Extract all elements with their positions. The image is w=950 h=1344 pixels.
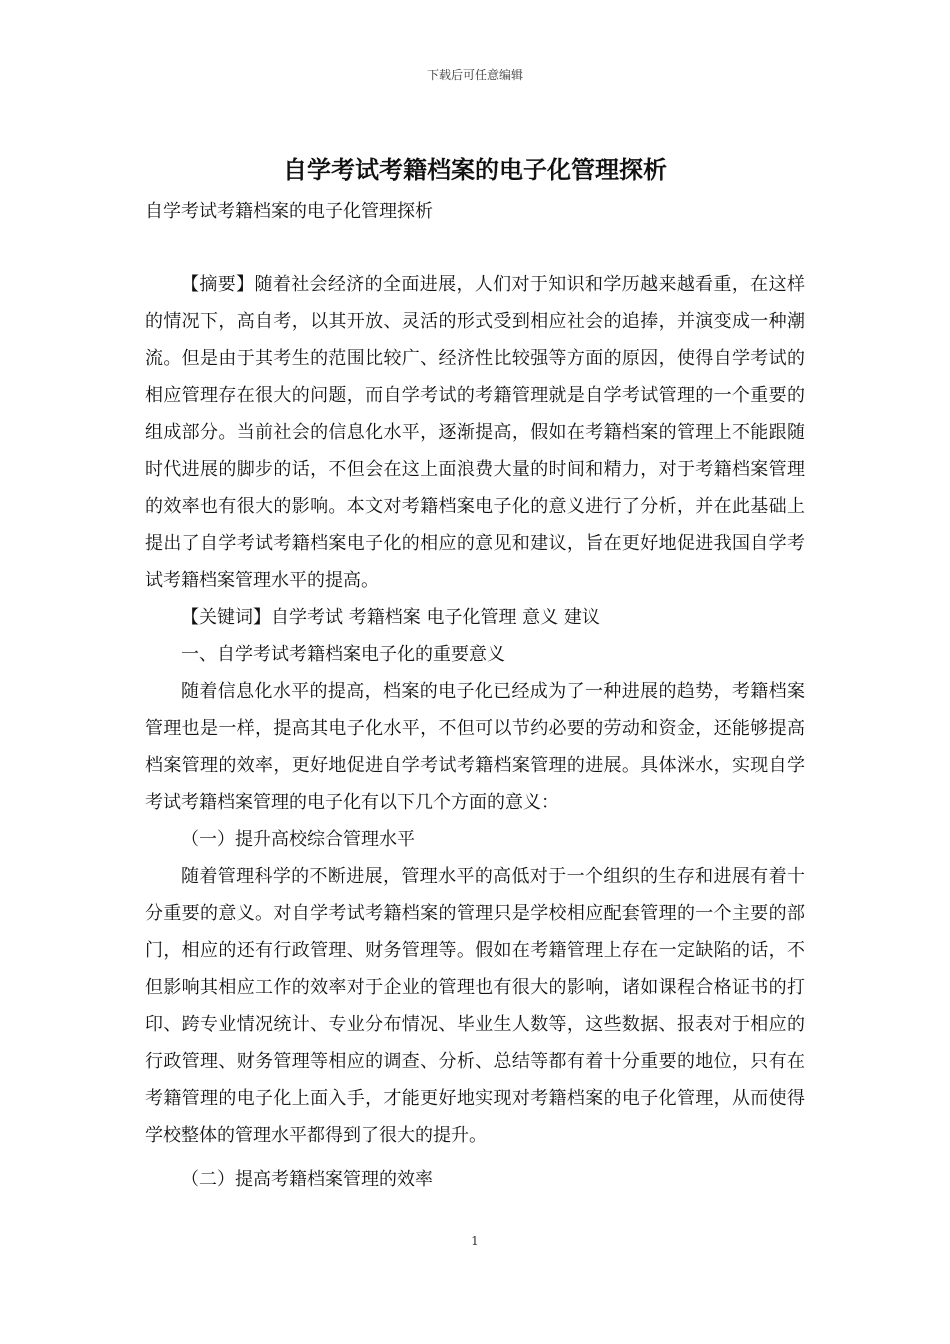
page-number: 1 (471, 1234, 479, 1248)
subsection-heading-1: （一）提升高校综合管理水平 (181, 829, 415, 850)
document-subtitle: 自学考试考籍档案的电子化管理探析 (145, 201, 433, 222)
section-1-paragraph: 随着信息化水平的提高，档案的电子化已经成为了一种进展的趋势，考籍档案管理也是一样，提高其电子化水平，不但可以节约必要的劳动和资金，还能够提高档案管理的效率，更好地促进自学考试考籍档案管理的进展。具体洣水，实现自学考试考籍档案管理的电子化有以下几个方面的意义： (145, 681, 805, 813)
document-title: 自学考试考籍档案的电子化管理探析 (283, 155, 667, 184)
abstract-paragraph: 【摘要】随着社会经济的全面进展，人们对于知识和学历越来越看重，在这样的情况下，高自考，以其开放、灵活的形式受到相应社会的追捧，并演变成一种潮流。但是由于其考生的范围比较广、经济性比较强等方面的原因，使得自学考试的相应管理存在很大的问题，而自学考试的考籍管理就是自学考试管理的一个重要的组成部分。当前社会的信息化水平，逐渐提高，假如在考籍档案的管理上不能跟随时代进展的脚步的话，不但会在这上面浪费大量的时间和精力，对于考籍档案管理的效率也有很大的影响。本文对考籍档案电子化的意义进行了分析，并在此基础上提出了自学考试考籍档案电子化的相应的意见和建议，旨在更好地促进我国自学考试考籍档案管理水平的提高。 (145, 274, 805, 591)
page-header-note: 下载后可任意编辑 (426, 68, 523, 82)
subsection-1-paragraph: 随着管理科学的不断进展，管理水平的高低对于一个组织的生存和进展有着十分重要的意义。对自学考试考籍档案的管理只是学校相应配套管理的一个主要的部门，相应的还有行政管理、财务管理等。假如在考籍管理上存在一定缺陷的话，不但影响其相应工作的效率对于企业的管理也有很大的影响，诸如课程合格证书的打印、跨专业情况统计、专业分布情况、毕业生人数等，这些数据、报表对于相应的行政管理、财务管理等相应的调查、分析、总结等都有着十分重要的地位，只有在考籍管理的电子化上面入手，才能更好地实现对考籍档案的电子化管理，从而使得学校整体的管理水平都得到了很大的提升。 (145, 866, 805, 1146)
keywords-line: 【关键词】自学考试 考籍档案 电子化管理 意义 建议 (181, 607, 600, 628)
document-body (145, 266, 805, 1198)
subsection-heading-2: （二）提高考籍档案管理的效率 (181, 1169, 433, 1190)
section-heading-1: 一、自学考试考籍档案电子化的重要意义 (181, 644, 505, 665)
